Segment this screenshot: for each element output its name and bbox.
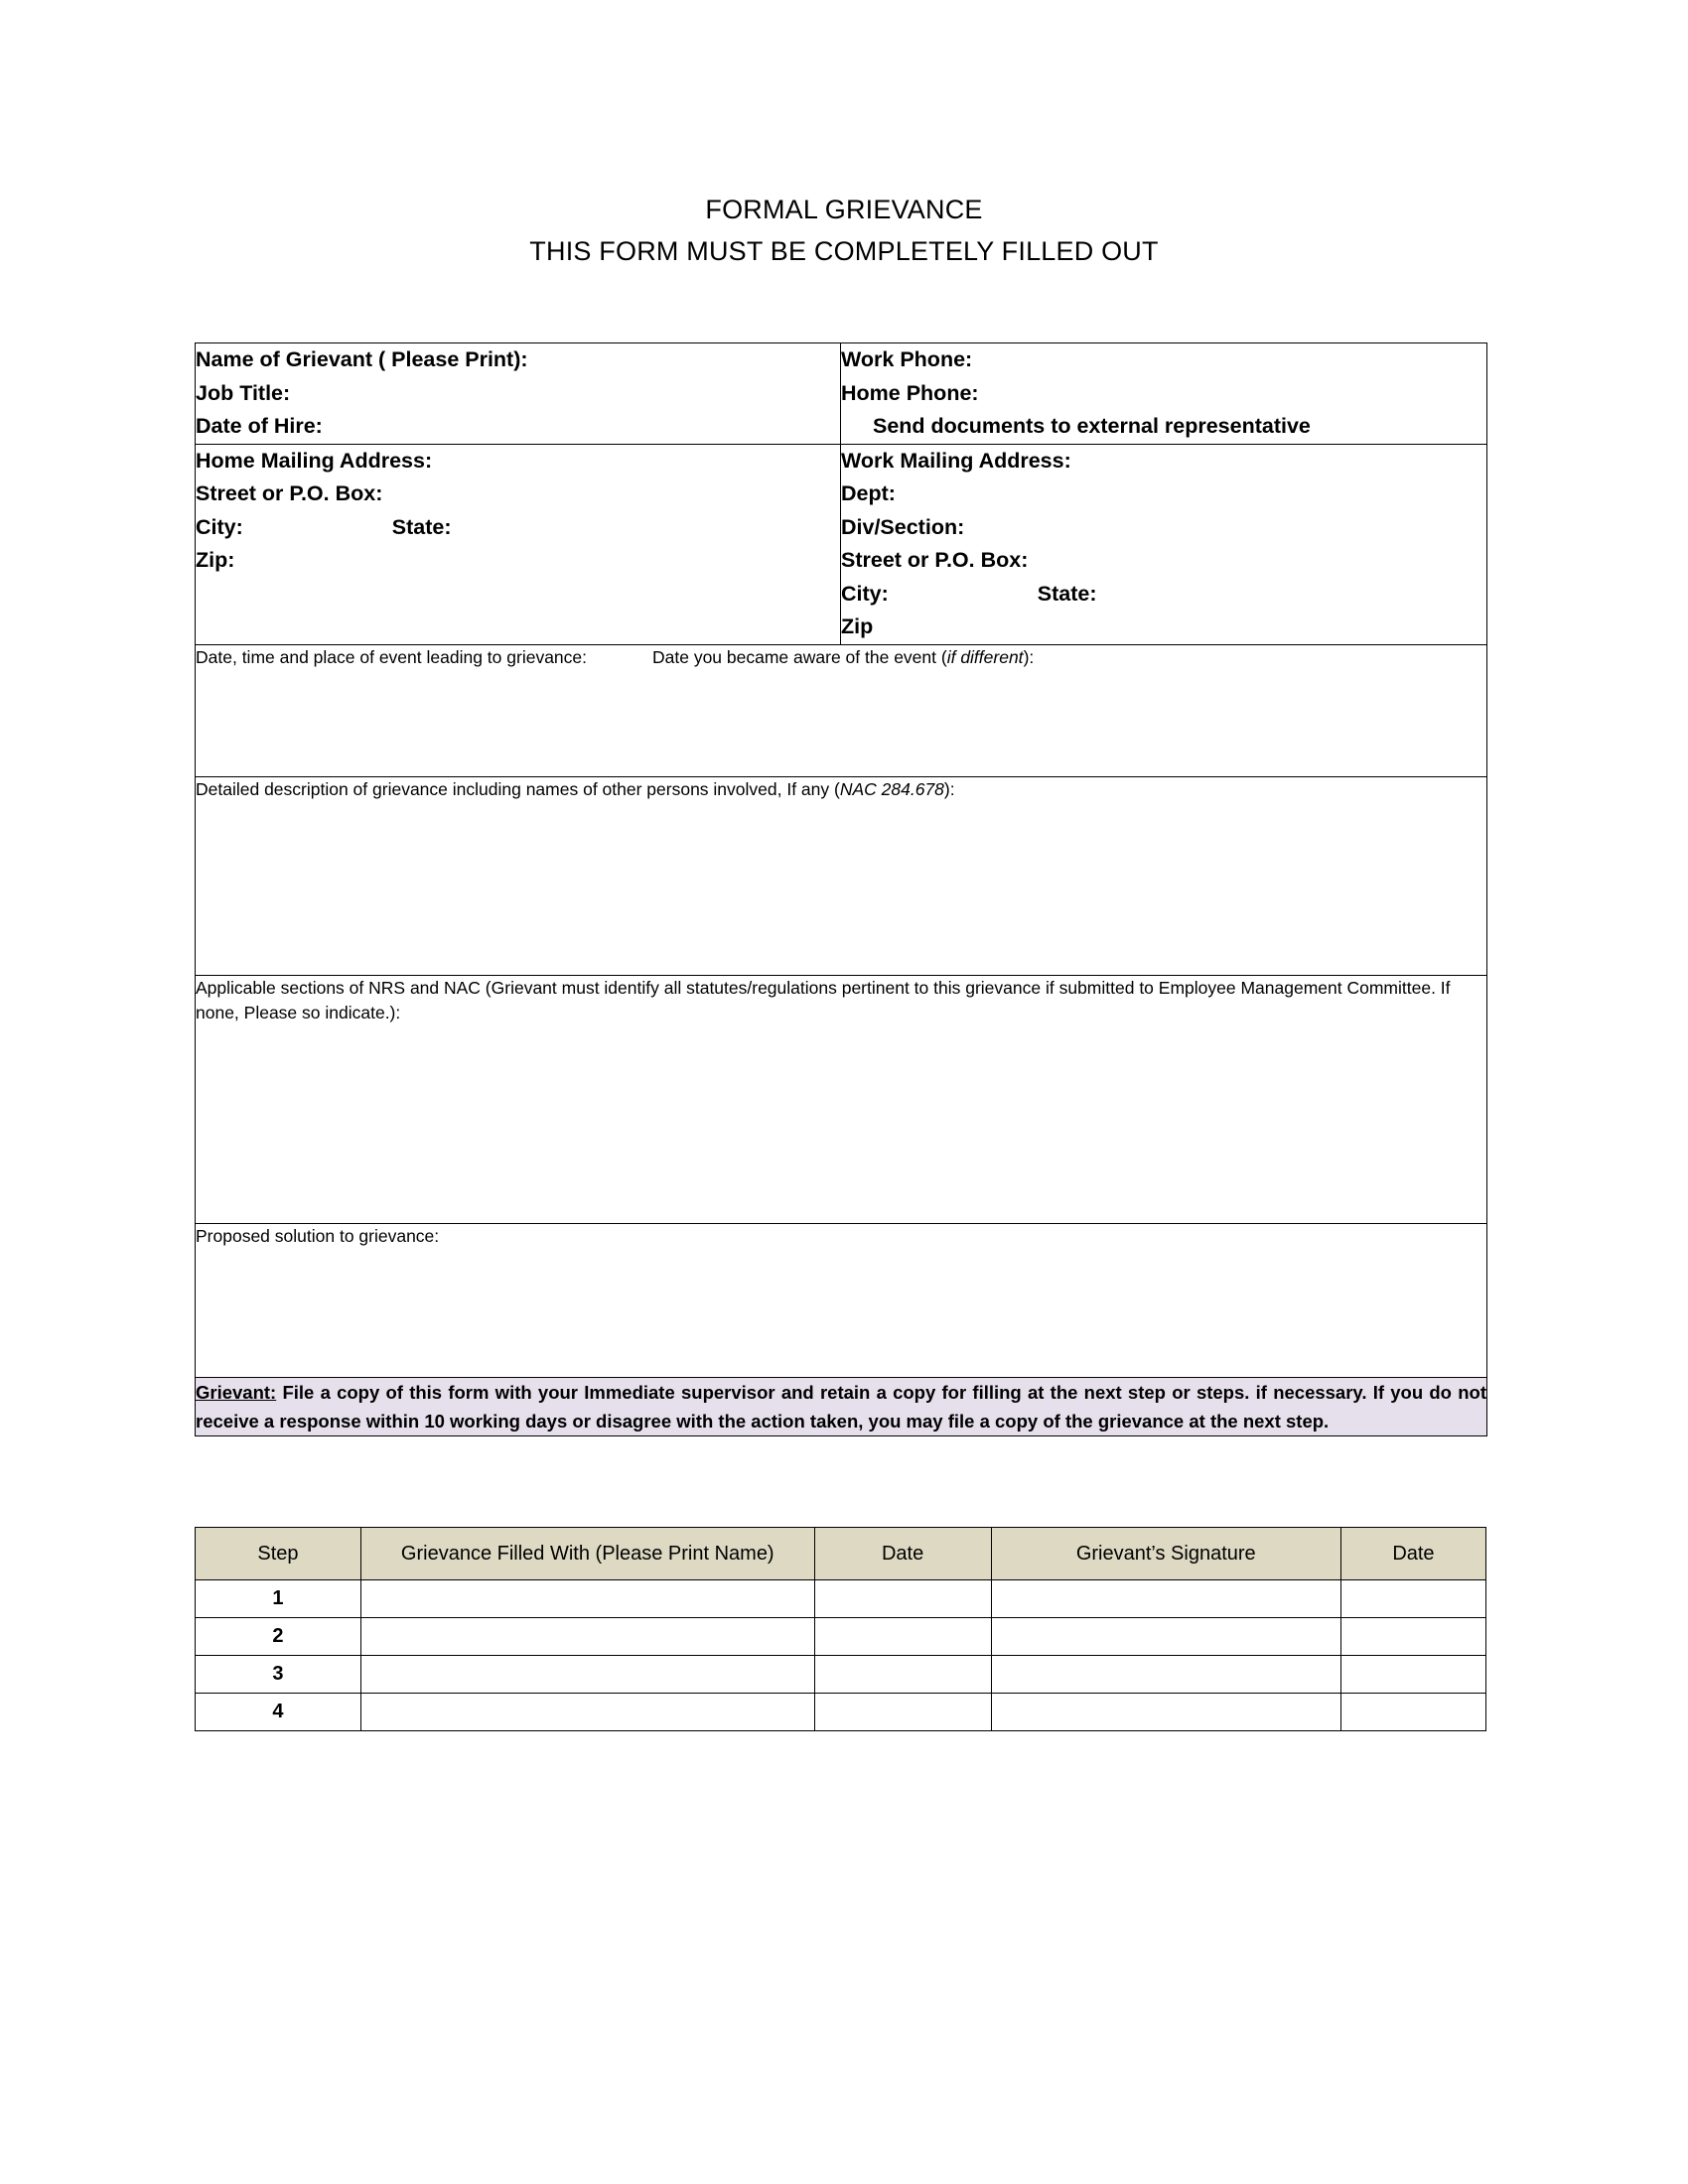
column-header-step: Step <box>196 1528 361 1580</box>
table-row <box>196 1694 1486 1731</box>
field-label-work-city: City: <box>841 581 889 606</box>
cell-proposed-solution[interactable] <box>196 1223 1487 1377</box>
table-row-identity-top <box>196 343 1487 445</box>
cell-step-number: 2 <box>196 1618 361 1656</box>
table-row-applicable-sections <box>196 975 1487 1223</box>
prompt-detail-after: ): <box>943 778 955 799</box>
prompt-aware-after: ): <box>1023 646 1035 667</box>
column-header-grievant-signature: Grievant’s Signature <box>991 1528 1340 1580</box>
title-line-primary: FORMAL GRIEVANCE <box>705 195 983 224</box>
field-label-work-street: Street or P.O. Box: <box>841 548 1029 572</box>
field-label-name-of-grievant: Name of Grievant ( Please Print): <box>196 347 528 371</box>
cell-signature[interactable] <box>991 1694 1340 1731</box>
cell-work-mailing-address[interactable] <box>841 444 1487 644</box>
cell-date-signed[interactable] <box>1340 1656 1485 1694</box>
table-row-grievant-instruction <box>196 1377 1487 1435</box>
field-label-work-phone: Work Phone: <box>841 347 973 371</box>
prompt-detail-italic: NAC 284.678 <box>839 778 944 799</box>
prompt-detail-before: Detailed description of grievance including names of other persons involved, If any ( <box>196 778 840 799</box>
cell-date-filed[interactable] <box>814 1694 991 1731</box>
field-label-home-street: Street or P.O. Box: <box>196 481 383 505</box>
cell-contact-phones[interactable] <box>841 343 1487 445</box>
field-label-home-phone: Home Phone: <box>841 380 979 405</box>
cell-filled-with[interactable] <box>360 1656 814 1694</box>
field-label-work-city-state <box>841 578 1486 612</box>
cell-grievant-instruction <box>196 1377 1487 1435</box>
cell-detailed-description[interactable] <box>196 776 1487 975</box>
field-label-div-section: Div/Section: <box>841 514 965 539</box>
cell-event-details[interactable] <box>196 644 1487 776</box>
field-label-work-state: State: <box>1037 581 1097 606</box>
field-label-work-mailing-address: Work Mailing Address: <box>841 448 1071 473</box>
cell-step-number: 3 <box>196 1656 361 1694</box>
column-header-date-filed: Date <box>814 1528 991 1580</box>
column-header-grievance-filled-with: Grievance Filled With (Please Print Name) <box>360 1528 814 1580</box>
cell-home-mailing-address[interactable] <box>196 444 841 644</box>
grievance-form-table <box>195 342 1487 1436</box>
table-row-addresses <box>196 444 1487 644</box>
cell-filled-with[interactable] <box>360 1694 814 1731</box>
prompt-aware-before: Date you became aware of the event ( <box>652 646 947 667</box>
steps-header-row <box>196 1528 1486 1580</box>
cell-date-signed[interactable] <box>1340 1580 1485 1618</box>
prompt-applicable-sections: Applicable sections of NRS and NAC (Grievant must identify all statutes/regulations pertinent to this grievance if submitted to Employee Management Committee. If none, Please so indicate.): <box>196 977 1451 1023</box>
cell-step-number: 1 <box>196 1580 361 1618</box>
cell-step-number: 4 <box>196 1694 361 1731</box>
cell-date-signed[interactable] <box>1340 1618 1485 1656</box>
cell-signature[interactable] <box>991 1618 1340 1656</box>
table-row <box>196 1656 1486 1694</box>
prompt-event-date-time-place: Date, time and place of event leading to grievance: <box>196 646 587 667</box>
cell-filled-with[interactable] <box>360 1618 814 1656</box>
field-label-home-city: City: <box>196 514 243 539</box>
cell-date-filed[interactable] <box>814 1618 991 1656</box>
field-label-dept: Dept: <box>841 481 896 505</box>
field-label-date-of-hire: Date of Hire: <box>196 414 323 438</box>
column-header-date-signed: Date <box>1340 1528 1485 1580</box>
prompt-proposed-solution: Proposed solution to grievance: <box>196 1225 440 1246</box>
cell-applicable-sections[interactable] <box>196 975 1487 1223</box>
table-row-event <box>196 644 1487 776</box>
title-line-secondary: THIS FORM MUST BE COMPLETELY FILLED OUT <box>529 236 1159 266</box>
instruction-text: File a copy of this form with your Immediate supervisor and retain a copy for filling at the next step or steps. if necessary. If you do not receive a response within 10 working days or disagree with the action taken, you may file a copy of the grievance at the next step. <box>196 1381 1486 1432</box>
grievance-steps-table <box>195 1527 1486 1731</box>
table-row-proposed-solution <box>196 1223 1487 1377</box>
field-label-home-mailing-address: Home Mailing Address: <box>196 448 433 473</box>
page-title <box>0 0 1688 272</box>
cell-signature[interactable] <box>991 1656 1340 1694</box>
cell-date-filed[interactable] <box>814 1580 991 1618</box>
field-label-home-zip: Zip: <box>196 548 235 572</box>
field-label-job-title: Job Title: <box>196 380 291 405</box>
note-send-documents-external-representative: Send documents to external representative <box>873 414 1311 438</box>
cell-date-signed[interactable] <box>1340 1694 1485 1731</box>
field-label-home-state: State: <box>391 514 452 539</box>
field-label-home-city-state <box>196 511 840 545</box>
prompt-date-became-aware <box>652 645 1034 670</box>
cell-date-filed[interactable] <box>814 1656 991 1694</box>
cell-signature[interactable] <box>991 1580 1340 1618</box>
table-row-detailed-description <box>196 776 1487 975</box>
cell-grievant-identity[interactable] <box>196 343 841 445</box>
field-label-work-zip: Zip <box>841 614 874 638</box>
cell-filled-with[interactable] <box>360 1580 814 1618</box>
table-row <box>196 1580 1486 1618</box>
table-row <box>196 1618 1486 1656</box>
instruction-label-grievant: Grievant: <box>196 1381 277 1403</box>
prompt-aware-italic: if different <box>946 646 1024 667</box>
